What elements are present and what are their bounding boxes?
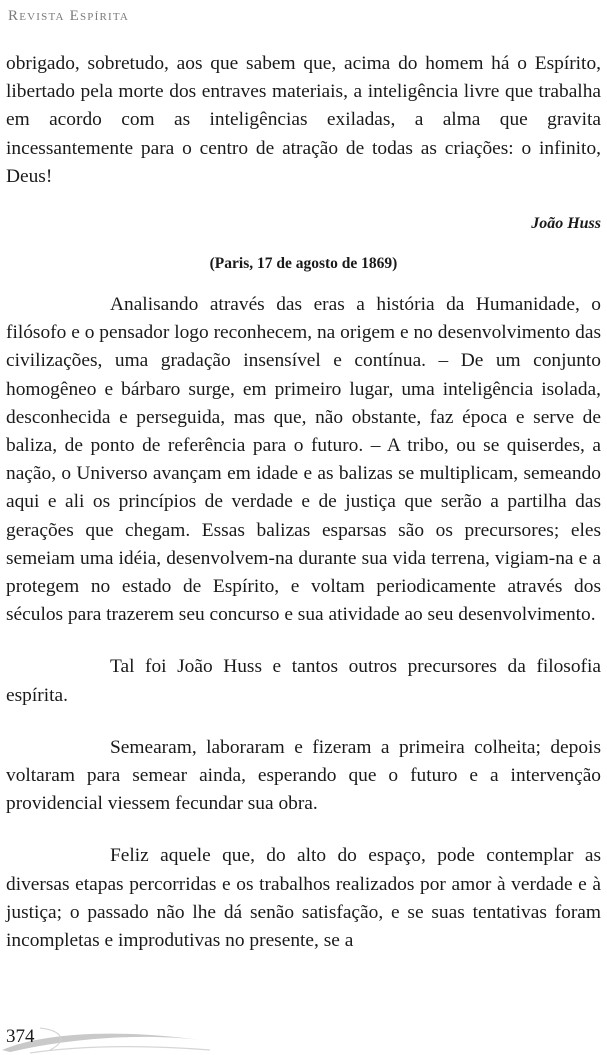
document-page xyxy=(6,0,601,1055)
body-text xyxy=(6,50,601,955)
signature: João Huss xyxy=(531,215,601,233)
paragraph-gap xyxy=(6,710,601,734)
page-footer xyxy=(0,1020,607,1055)
paragraph-3: Semearam, laboraram e fizeram a primeira colheita; depois voltaram para semear ainda, esperando que o futuro e a intervenção providencial viessem fecundar sua obra. xyxy=(6,736,601,815)
page-number: 374 xyxy=(6,1026,35,1047)
running-header: Revista Espírita xyxy=(8,8,130,24)
paragraph-continued: obrigado, sobretudo, aos que sabem que, acima do homem há o Espírito, libertado pela morte dos entraves materiais, a inteligência livre que trabalha em acordo com as inteligências exiladas, a alma que gravita incessantemente para o centro de atração de todas as criações: o infinito, Deus! xyxy=(6,53,601,187)
paragraph-1: Analisando através das eras a história da Humanidade, o filósofo e o pensador logo reconhecem, na origem e no desenvolvimento das civilizações, uma gradação insensível e contínua. – De um conjunto homogêneo e bárbaro surge, em primeiro lugar, uma inteligência isolada, desconhecida e perseguida, mas que, não obstante, faz época e serve de baliza, de ponto de referência para o futuro. – A tribo, ou se quiserdes, a nação, o Universo avançam em idade e as balizas se multiplicam, semeando aqui e ali os princípios de verdade e de justiça que serão a partilha das gerações que chegam. Essas balizas esparsas são os precursores; eles semeiam uma idéia, desenvolvem-na durante sua vida terrena, vigiam-na e a protegem no estado de Espírito, e voltam periodicamente através dos séculos para trazerem seu concurso e sua atividade ao seu desenvolvimento. xyxy=(6,294,601,626)
paragraph-4: Feliz aquele que, do alto do espaço, pode contemplar as diversas etapas percorridas e os trabalhos realizados por amor à verdade e à justiça; o passado não lhe dá senão satisfação, e se suas tentativas foram incompletas e improdutivas no presente, se a xyxy=(6,845,601,952)
paragraph-2: Tal foi João Huss e tantos outros precursores da filosofia espírita. xyxy=(6,656,601,706)
paragraph-gap xyxy=(6,818,601,842)
dateline: (Paris, 17 de agosto de 1869) xyxy=(209,255,398,273)
paragraph-gap xyxy=(6,629,601,653)
swoosh-ornament-icon xyxy=(0,1020,260,1055)
